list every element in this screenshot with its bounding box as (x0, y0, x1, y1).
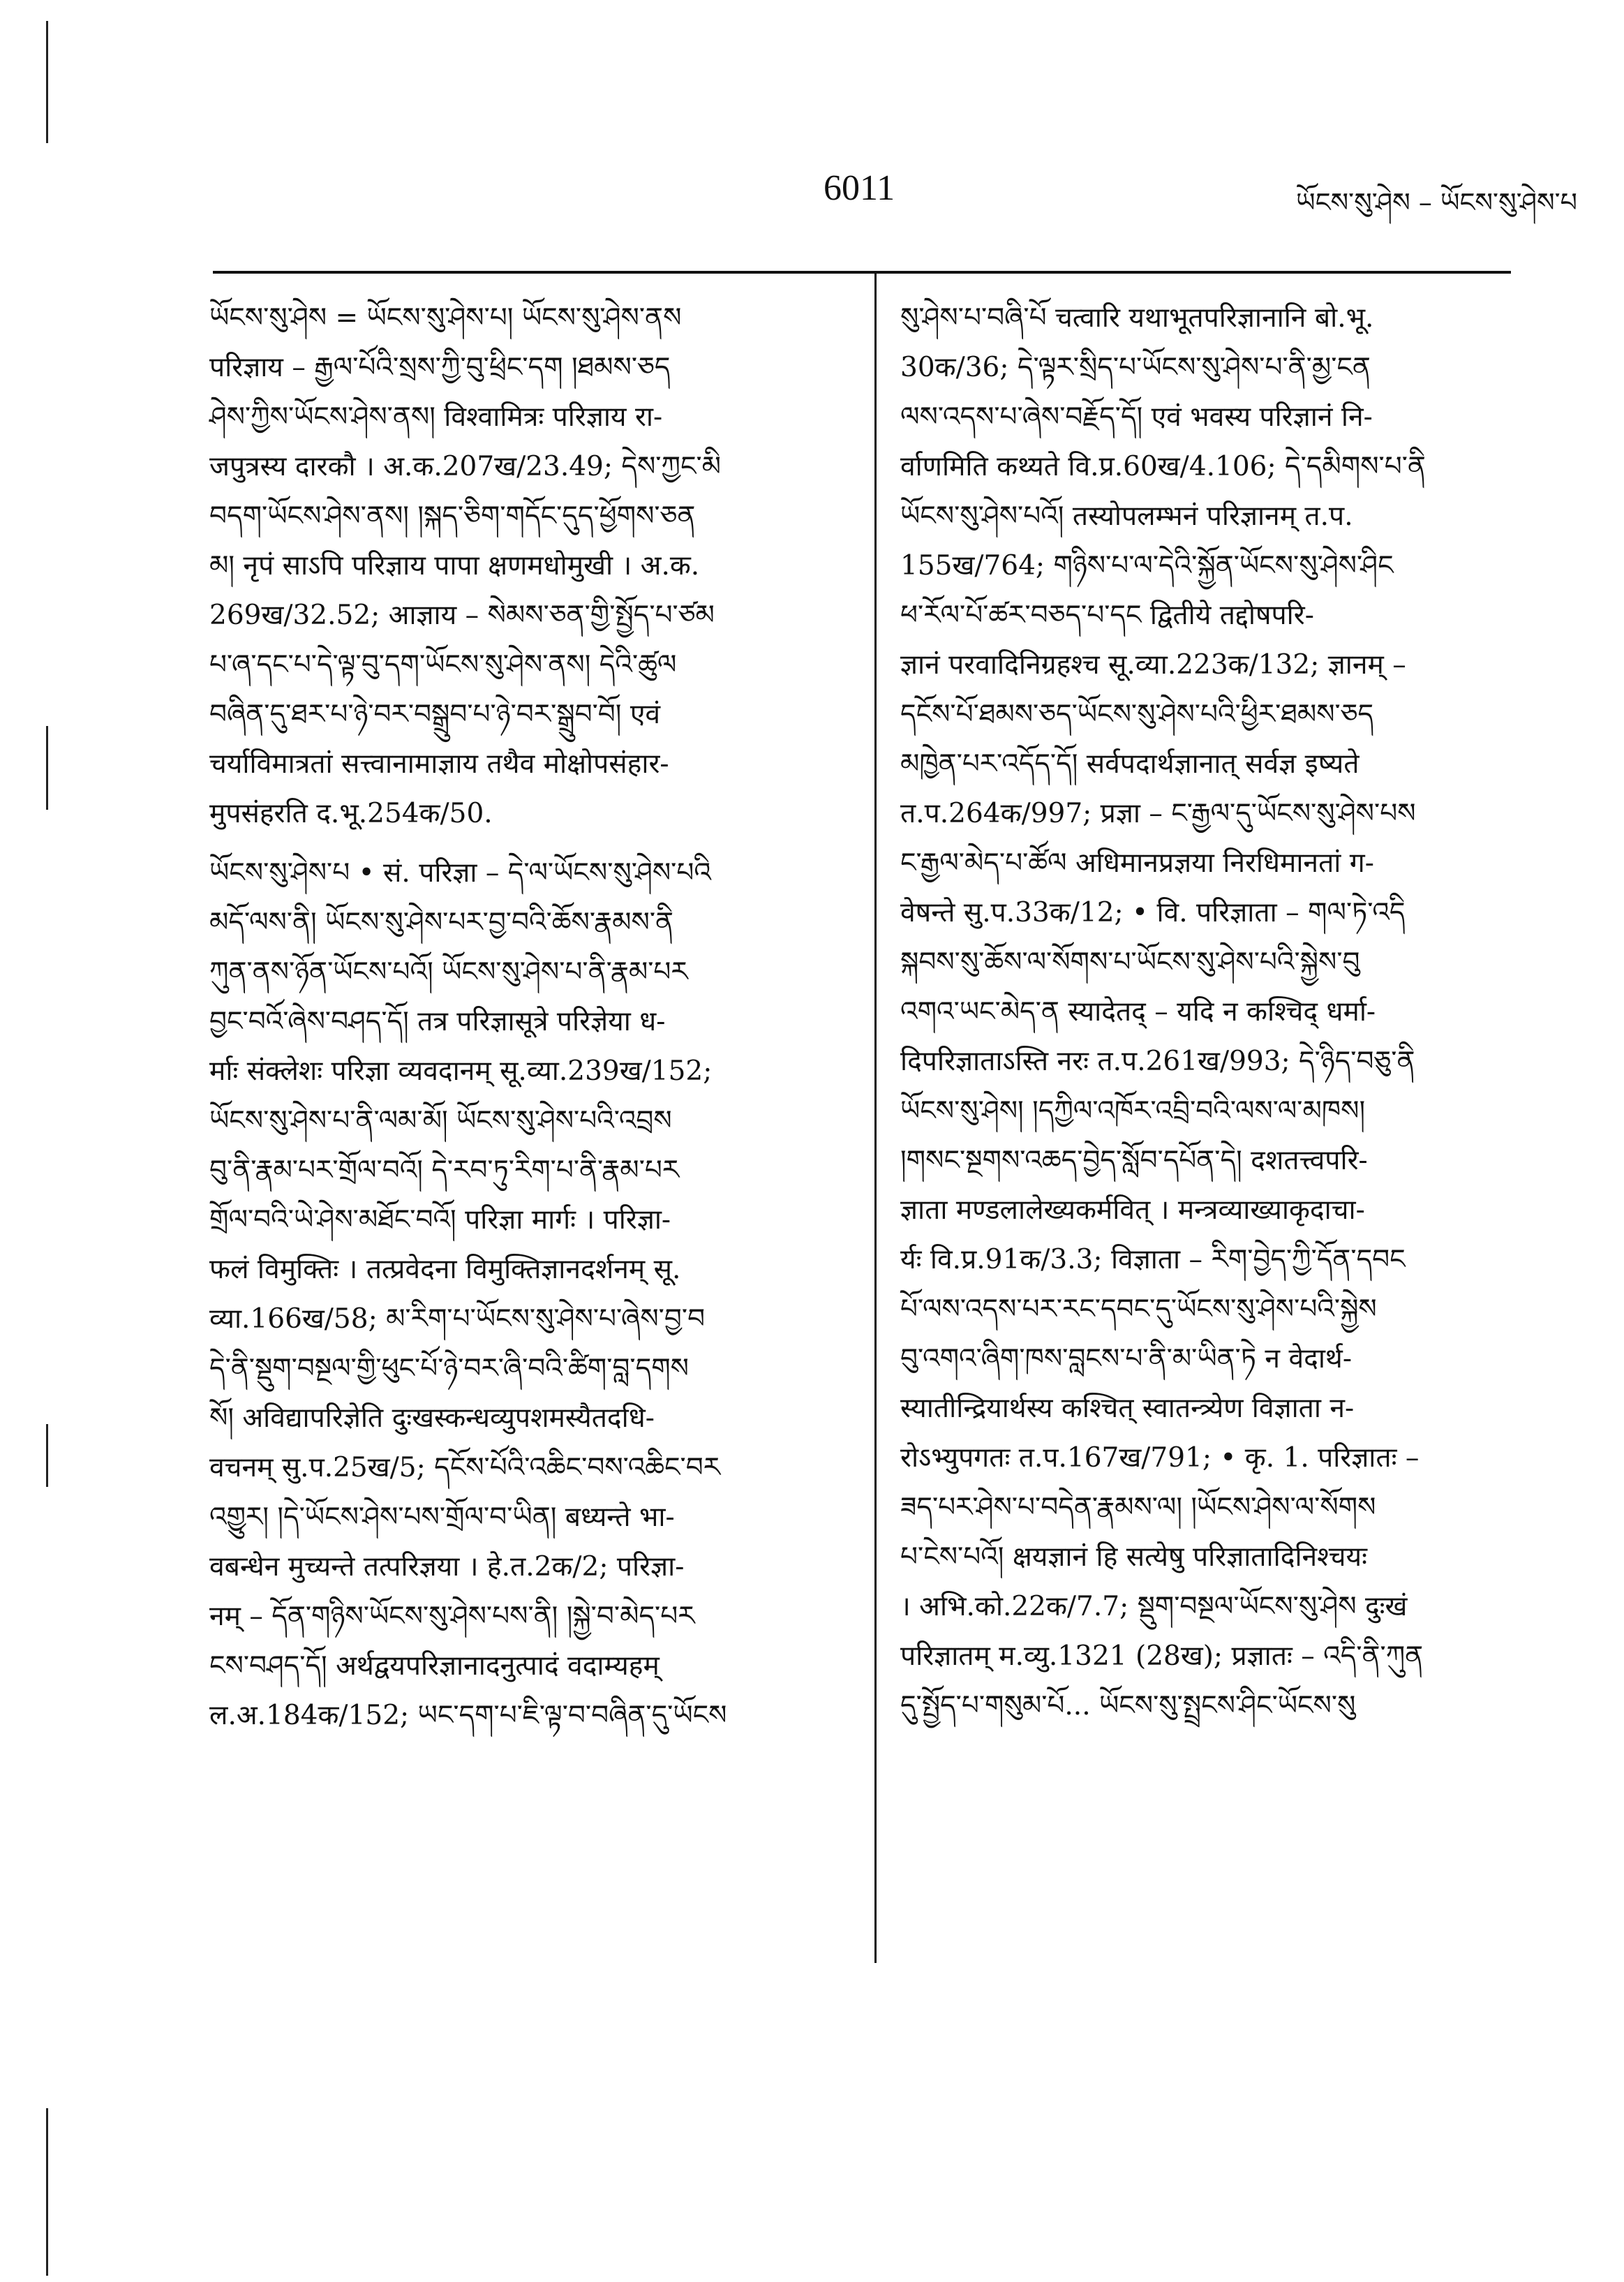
entry-line: གྲོལ་བའི་ཡེ་ཤེས་མཐོང་བའོ། परिज्ञा मार्गः । परिज्ञा- (209, 1204, 671, 1236)
entry-line: र्माः संक्लेशः परिज्ञा व्यवदानम् सू.व्या.239ख/152; (209, 1055, 713, 1087)
entry-line: । अभि.को.22क/7.7; སྡུག་བསྔལ་ཡོངས་སུ་ཤེས दुःखं (900, 1591, 1408, 1622)
entry-line: །གསང་སྔགས་འཆད་བྱེད་སློབ་དཔོན་དེ། दशतत्त्वपरि- (900, 1145, 1368, 1176)
entry-line: र्यः वि.प्र.91क/3.3; विज्ञाता – རིག་བྱེད་ཀྱི་དོན་དབང (900, 1244, 1406, 1275)
entry-line: नम् – དོན་གཉིས་ཡོངས་སུ་ཤེས་པས་ནི། །སྐྱེ་བ་མེད་པར (209, 1601, 695, 1632)
entry-line: 155ख/764; གཉིས་པ་ལ་དེའི་སྐྱོན་ཡོངས་སུ་ཤེས་ཤིང (900, 550, 1394, 581)
entry-line: བུ་འགའ་ཞིག་ཁས་བླངས་པ་ནི་མ་ཡིན་ཏེ न वेदार्थ- (900, 1343, 1353, 1375)
entry-line: व्या.166ख/58; མ་རིག་པ་ཡོངས་སུ་ཤེས་པ་ཞེས་བྱ་བ (209, 1303, 706, 1335)
entry-line: མཁྱེན་པར་འདོད་དོ། सर्वपदार्थज्ञानात् सर्वज्ञ इष्यते (900, 748, 1359, 780)
running-head: ཡོངས་སུ་ཤེས – ཡོངས་སུ་ཤེས་པ (1296, 187, 1577, 218)
entry-line: སྐབས་སུ་ཆོས་ལ་སོགས་པ་ཡོངས་སུ་ཤེས་པའི་སྐྱེས་བུ (900, 947, 1360, 978)
entry-line: བདག་ཡོངས་ཤེས་ནས། །སྐད་ཅིག་གདོང་དུད་ཕྱོགས་ཅན (209, 501, 696, 532)
entry-line: ཕ་རོལ་པོ་ཚར་བཅད་པ་དང द्वितीये तद्दोषपरि- (900, 600, 1314, 631)
entry-line: स्यातीन्द्रियार्थस्य कश्चित् स्वातन्त्र्येण विज्ञाता न- (900, 1393, 1355, 1424)
entry-line: ཟད་པར་ཤེས་པ་བདེན་རྣམས་ལ། །ཡོངས་ཤེས་ལ་སོགས (900, 1492, 1376, 1523)
entry-line: 269ख/32.52; आज्ञाय – སེམས་ཅན་གྱི་སྤྱོད་པ་ཙམ (209, 600, 715, 631)
entry-line: དུ་སྤྱོད་པ་གསུམ་པོ... ཡོངས་སུ་སྤྲངས་ཤིང་ཡོངས་སུ (900, 1690, 1356, 1721)
entry-line: མ། नृपं साऽपि परिज्ञाय पापा क्षणमधोमुखी । अ.क. (209, 550, 700, 581)
dictionary-entry (209, 848, 848, 1740)
entry-line: བུ་ནི་རྣམ་པར་གྲོལ་བའོ། དེ་རབ་ཏུ་རིག་པ་ནི་རྣམ་པར (209, 1155, 680, 1186)
entry-line: ཡོངས་སུ་ཤེས་པ་ནི་ལམ་མོ། ཡོངས་སུ་ཤེས་པའི་འབྲས (209, 1105, 672, 1136)
entry-line: བྱང་བའོ་ཞེས་བཤད་དོ། तत्र परिज्ञासूत्रे परिज्ञेया ध- (209, 1006, 666, 1037)
entry-line: वबन्धेन मुच्यन्ते तत्परिज्ञया । हे.त.2क/2; परिज्ञा- (209, 1551, 685, 1583)
entry-line: ཡོངས་སུ་ཤེས་པ • सं. परिज्ञा – དེ་ལ་ཡོངས་སུ་ཤེས་པའི (209, 857, 711, 889)
entry-line: པ་ཞ་དང་པ་དེ་ལྟ་བུ་དག་ཡོངས་སུ་ཤེས་ནས། དེའི་ཚུལ (209, 649, 677, 681)
entry-line: ज्ञानं परवादिनिग्रहश्च सू.व्या.223क/132; ज्ञानम् – (900, 649, 1406, 681)
left-margin-mark (46, 2108, 48, 2276)
entry-line: ཀུན་ནས་ཉོན་ཡོངས་པའོ། ཡོངས་སུ་ཤེས་པ་ནི་རྣམ་པར (209, 956, 688, 988)
entry-line: དངོས་པོ་ཐམས་ཅད་ཡོངས་སུ་ཤེས་པའི་ཕྱིར་ཐམས་ཅད (900, 699, 1374, 730)
entry-line: བཞིན་དུ་ཐར་པ་ཉེ་བར་བསྒྲུབ་པ་ཉེ་བར་སྒྲུབ་བོ། एवं (209, 699, 661, 730)
entry-line: ངས་བཤད་དོ། अर्थद्वयपरिज्ञानादनुत्पादं वदाम्यहम् (209, 1650, 660, 1682)
entry-line: दिपरिज्ञाताऽस्ति नरः त.प.261ख/993; དེ་ཉིད་བཅུ་ནི (900, 1046, 1415, 1077)
left-margin-mark (46, 726, 48, 810)
entry-line: वचनम् सु.प.25ख/5; དངོས་པོའི་འཆིང་བས་འཆིང་བར (209, 1452, 721, 1483)
entry-line: སུ་ཤེས་པ་བཞི་པོ चत्वारि यथाभूतपरिज्ञानानि बो.भू. (900, 302, 1374, 334)
entry-line: परिज्ञातम् म.व्यु.1321 (28ख); प्रज्ञातः – འདི་ནི་ཀུན (900, 1640, 1424, 1672)
entry-line: ང་རྒྱལ་མེད་པ་ཚོལ अधिमानप्रज्ञया निरधिमानतां ग- (900, 847, 1374, 879)
entry-line: པ་ངེས་པའོ། क्षयज्ञानं हि सत्येषु परिज्ञातादिनिश्चयः (900, 1541, 1368, 1573)
entry-line: फलं विमुक्तिः । तत्प्रवेदना विमुक्तिज्ञानदर्शनम् सू. (209, 1254, 681, 1285)
entry-line: र्वाणमिति कथ्यते वि.प्र.60ख/4.106; དེ་དམིགས་པ་ནི (900, 451, 1426, 482)
left-margin-mark (46, 21, 48, 143)
left-margin-mark (46, 1424, 48, 1487)
entry-line: परिज्ञाय – རྒྱལ་པོའི་སྲས་ཀྱི་བུ་ཕྲིང་དག །ཐམས་ཅད (209, 352, 671, 383)
entry-line: ཡོངས་སུ་ཤེས། །དཀྱིལ་འཁོར་འབྲི་བའི་ལས་ལ་མཁས། (900, 1095, 1366, 1127)
column-divider (874, 274, 877, 1963)
entry-line: མདོ་ལས་ནི། ཡོངས་སུ་ཤེས་པར་བྱ་བའི་ཆོས་རྣམས་ནི (209, 907, 674, 938)
entry-line: रोऽभ्युपगतः त.प.167ख/791; • कृ. 1. परिज्ञातः – (900, 1442, 1420, 1474)
entry-line: འགྱུར། །དེ་ཡོངས་ཤེས་པས་གྲོལ་བ་ཡིན། बध्यन्ते भा- (209, 1502, 675, 1533)
entry-line: དེ་ནི་སྡུག་བསྔལ་གྱི་ཕུང་པོ་ཉེ་བར་ཞི་བའི་ཚིག་བླ་དགས (209, 1353, 689, 1384)
entry-line: སོ། अविद्यापरिज्ञेति दुःखस्कन्धव्युपशमस्यैतदधि- (209, 1402, 655, 1434)
entry-line: ལས་འདས་པ་ཞེས་བརྗོད་དོ། एवं भवस्य परिज्ञानं नि- (900, 401, 1373, 433)
entry-line: འགའ་ཡང་མེད་ན स्यादेतद् – यदि न कश्चिद् धर्मा- (900, 996, 1376, 1028)
entry-line: मुपसंहरति द.भू.254क/50. (209, 798, 493, 829)
entry-line: वेषन्ते सु.प.33क/12; • वि. परिज्ञाता – གལ་ཏེ་འདི (900, 897, 1406, 928)
entry-line: ཡོངས་སུ་ཤེས = ཡོངས་སུ་ཤེས་པ། ཡོངས་སུ་ཤེས་ནས (209, 302, 682, 334)
right-column (900, 293, 1511, 2220)
entry-line: जपुत्रस्य दारकौ । अ.क.207ख/23.49; དེས་ཀྱང་མི (209, 451, 722, 482)
entry-line: ཤེས་ཀྱིས་ཡོངས་ཤེས་ནས། विश्वामित्रः परिज्ञाय रा- (209, 401, 663, 433)
entry-line: चर्याविमात्रतां सत्त्वानामाज्ञाय तथैव मोक्षोपसंहार- (209, 748, 669, 780)
entry-line: ཡོངས་སུ་ཤེས་པའོ། तस्योपलम्भनं परिज्ञानम् त.प. (900, 501, 1353, 532)
entry-line: 30क/36; དེ་ལྟར་སྲིད་པ་ཡོངས་སུ་ཤེས་པ་ནི་མྱ་ངན (900, 352, 1371, 383)
entry-line: ज्ञाता मण्डलालेख्यकर्मवित् । मन्त्रव्याख्याकृदाचा- (900, 1194, 1365, 1226)
entry-line: པོ་ལས་འདས་པར་རང་དབང་དུ་ཡོངས་སུ་ཤེས་པའི་སྐྱེས (900, 1294, 1377, 1325)
header-rule (213, 271, 1511, 274)
entry-line: त.प.264क/997; प्रज्ञा – ང་རྒྱལ་དུ་ཡོངས་སུ་ཤེས་པས (900, 798, 1416, 829)
left-column (209, 293, 848, 2220)
page-number: 6011 (824, 168, 895, 208)
entry-line: ल.अ.184क/152; ཡང་དག་པ་ཇི་ལྟ་བ་བཞིན་དུ་ཡོངས (209, 1700, 727, 1731)
dictionary-entry (209, 293, 848, 838)
